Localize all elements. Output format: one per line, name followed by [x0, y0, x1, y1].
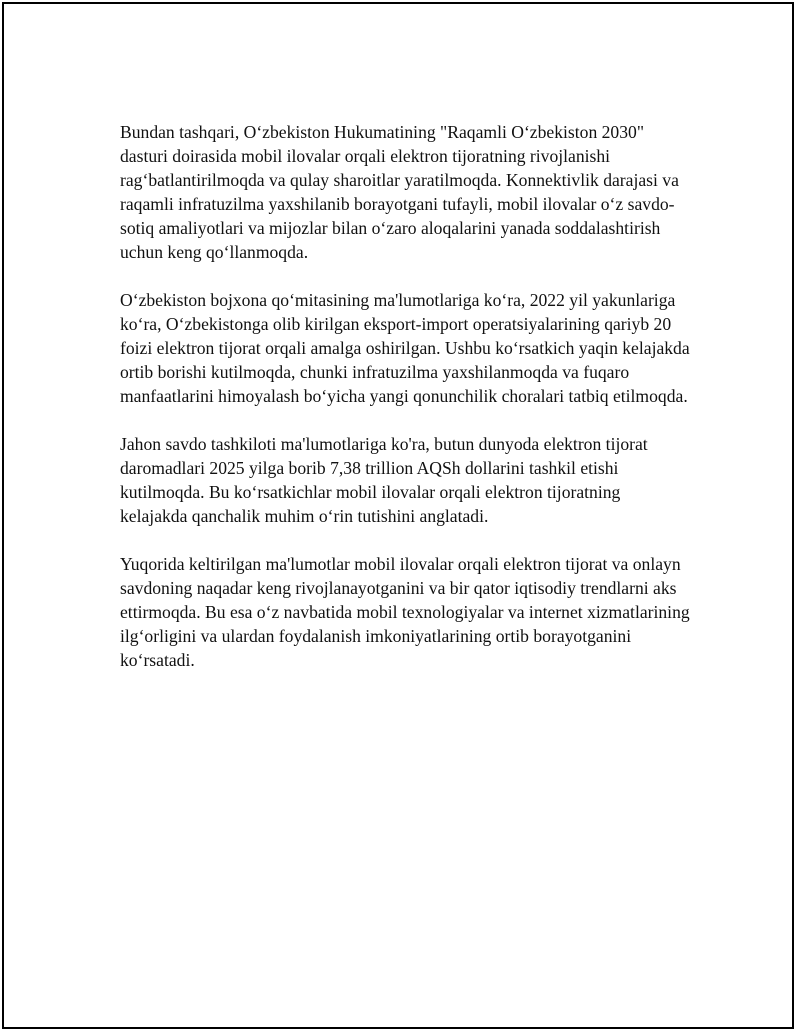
document-page	[2, 2, 794, 1029]
paragraph-3: Jahon savdo tashkiloti ma'lumotlariga ko'ra, butun dunyoda elektron tijorat daromadlari 2025 yilga borib 7,38 trillion AQSh dollarini tashkil etishi kutilmoqda. Bu ko‘rsatkichlar mobil ilovalar orqali elektron tijoratning kelajakda qanchalik muhim o‘rin tutishini anglatadi.	[120, 434, 648, 526]
paragraph-4: Yuqorida keltirilgan ma'lumotlar mobil ilovalar orqali elektron tijorat va onlayn savdoning naqadar keng rivojlanayotganini va bir qator iqtisodiy trendlarni aks ettirmoqda. Bu esa o‘z navbatida mobil texnologiyalar va internet xizmatlarining ilg‘orligini va ulardan foydalanish imkoniyatlarining ortib borayotganini ko‘rsatadi.	[120, 554, 690, 670]
document-body	[120, 120, 690, 696]
paragraph-1: Bundan tashqari, O‘zbekiston Hukumatining "Raqamli O‘zbekiston 2030" dasturi doirasida mobil ilovalar orqali elektron tijoratning rivojlanishi rag‘batlantirilmoqda va qulay sharoitlar yaratilmoqda. Konnektivlik darajasi va raqamli infratuzilma yaxshilanib borayotgani tufayli, mobil ilovalar o‘z savdo-sotiq amaliyotlari va mijozlar bilan o‘zaro aloqalarini yanada soddalashtirish uchun keng qo‘llanmoqda.	[120, 122, 679, 262]
paragraph-2: O‘zbekiston bojxona qo‘mitasining ma'lumotlariga ko‘ra, 2022 yil yakunlariga ko‘ra, O‘zbekistonga olib kirilgan eksport-import operatsiyalarining qariyb 20 foizi elektron tijorat orqali amalga oshirilgan. Ushbu ko‘rsatkich yaqin kelajakda ortib borishi kutilmoqda, chunki infratuzilma yaxshilanmoqda va fuqaro manfaatlarini himoyalash bo‘yicha yangi qonunchilik choralari tatbiq etilmoqda.	[120, 290, 690, 406]
